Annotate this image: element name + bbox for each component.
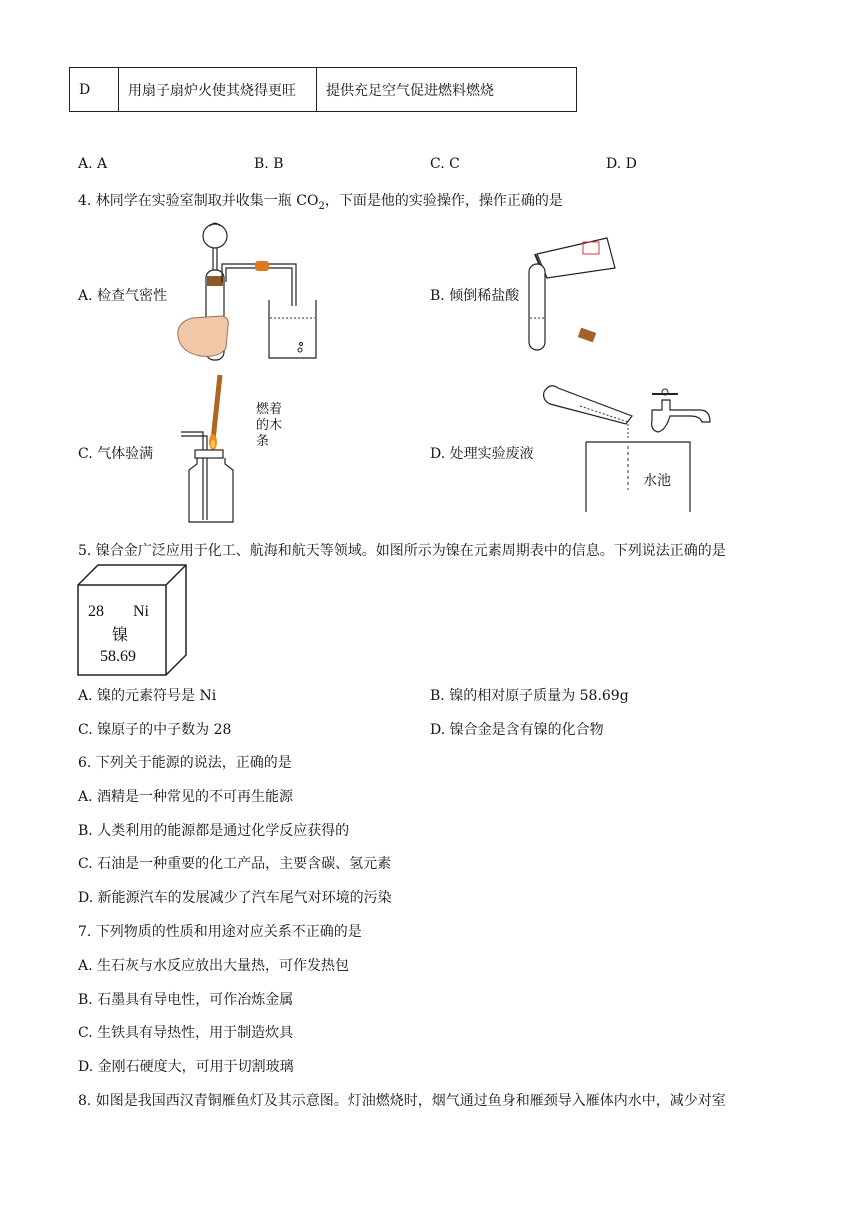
q7-stem: 7. 下列物质的性质和用途对应关系不正确的是: [78, 924, 362, 940]
table-cell-reason: 提供充足空气促进燃料燃烧: [317, 68, 577, 112]
q5-stem: 5. 镍合金广泛应用于化工、航海和航天等领域。如图所示为镍在元素周期表中的信息。下列说法正确的是: [78, 543, 726, 559]
q5-option-d: D. 镍合金是含有镍的化合物: [430, 722, 604, 738]
q5-option-a: A. 镍的元素符号是 Ni: [78, 688, 217, 704]
atomic-mass: 58.69: [100, 648, 136, 665]
q6-option-d: D. 新能源汽车的发展减少了汽车尾气对环境的污染: [78, 890, 392, 906]
atomic-number: 28: [88, 603, 104, 620]
q6-option-c: C. 石油是一种重要的化工产品，主要含碳、氢元素: [78, 856, 392, 872]
q3-option-d: D. D: [606, 156, 637, 172]
sink-label: 水池: [643, 473, 671, 489]
element-symbol: Ni: [133, 603, 149, 620]
q5-option-b: B. 镍的相对原子质量为 58.69g: [430, 688, 629, 704]
q3-option-a: A. A: [78, 156, 108, 172]
waste-disposal-figure: [540, 380, 720, 520]
q6-stem: 6. 下列关于能源的说法，正确的是: [78, 755, 292, 771]
q7-option-d: D. 金刚石硬度大，可用于切割玻璃: [78, 1059, 294, 1075]
q4-option-d: D. 处理实验废液: [430, 446, 534, 462]
q3-option-b: B. B: [254, 156, 284, 172]
q7-option-b: B. 石墨具有导电性，可作冶炼金属: [78, 992, 294, 1008]
q7-option-c: C. 生铁具有导热性，用于制造炊具: [78, 1025, 294, 1041]
q3-option-c: C. C: [430, 156, 460, 172]
q6-option-b: B. 人类利用的能源都是通过化学反应获得的: [78, 823, 350, 839]
q4-option-b: B. 倾倒稀盐酸: [430, 288, 520, 304]
table-row: [70, 68, 577, 112]
table-cell-label: D: [70, 68, 119, 112]
q6-option-a: A. 酒精是一种常见的不可再生能源: [78, 789, 294, 805]
airtightness-check-figure: [170, 218, 320, 363]
q4-stem: 4. 林同学在实验室制取并收集一瓶 $CO_2$，下面是他的实验操作，操作正确的是: [78, 193, 563, 212]
answer-table: [69, 67, 577, 112]
q4-option-c: C. 气体验满: [78, 446, 154, 462]
q7-option-a: A. 生石灰与水反应放出大量热，可作发热包: [78, 958, 350, 974]
q4-option-a: A. 检查气密性: [78, 288, 168, 304]
element-name: 镍: [112, 627, 129, 644]
q5-option-c: C. 镍原子的中子数为 28: [78, 722, 232, 738]
q8-stem: 8. 如图是我国西汉青铜雁鱼灯及其示意图。灯油燃烧时，烟气通过鱼身和雁颈导入雁体内水中，减少对室: [78, 1093, 726, 1109]
table-cell-action: 用扇子扇炉火使其烧得更旺: [119, 68, 317, 112]
pouring-acid-figure: [525, 228, 620, 353]
burning-stick-label: 燃着 的木 条: [256, 402, 283, 449]
